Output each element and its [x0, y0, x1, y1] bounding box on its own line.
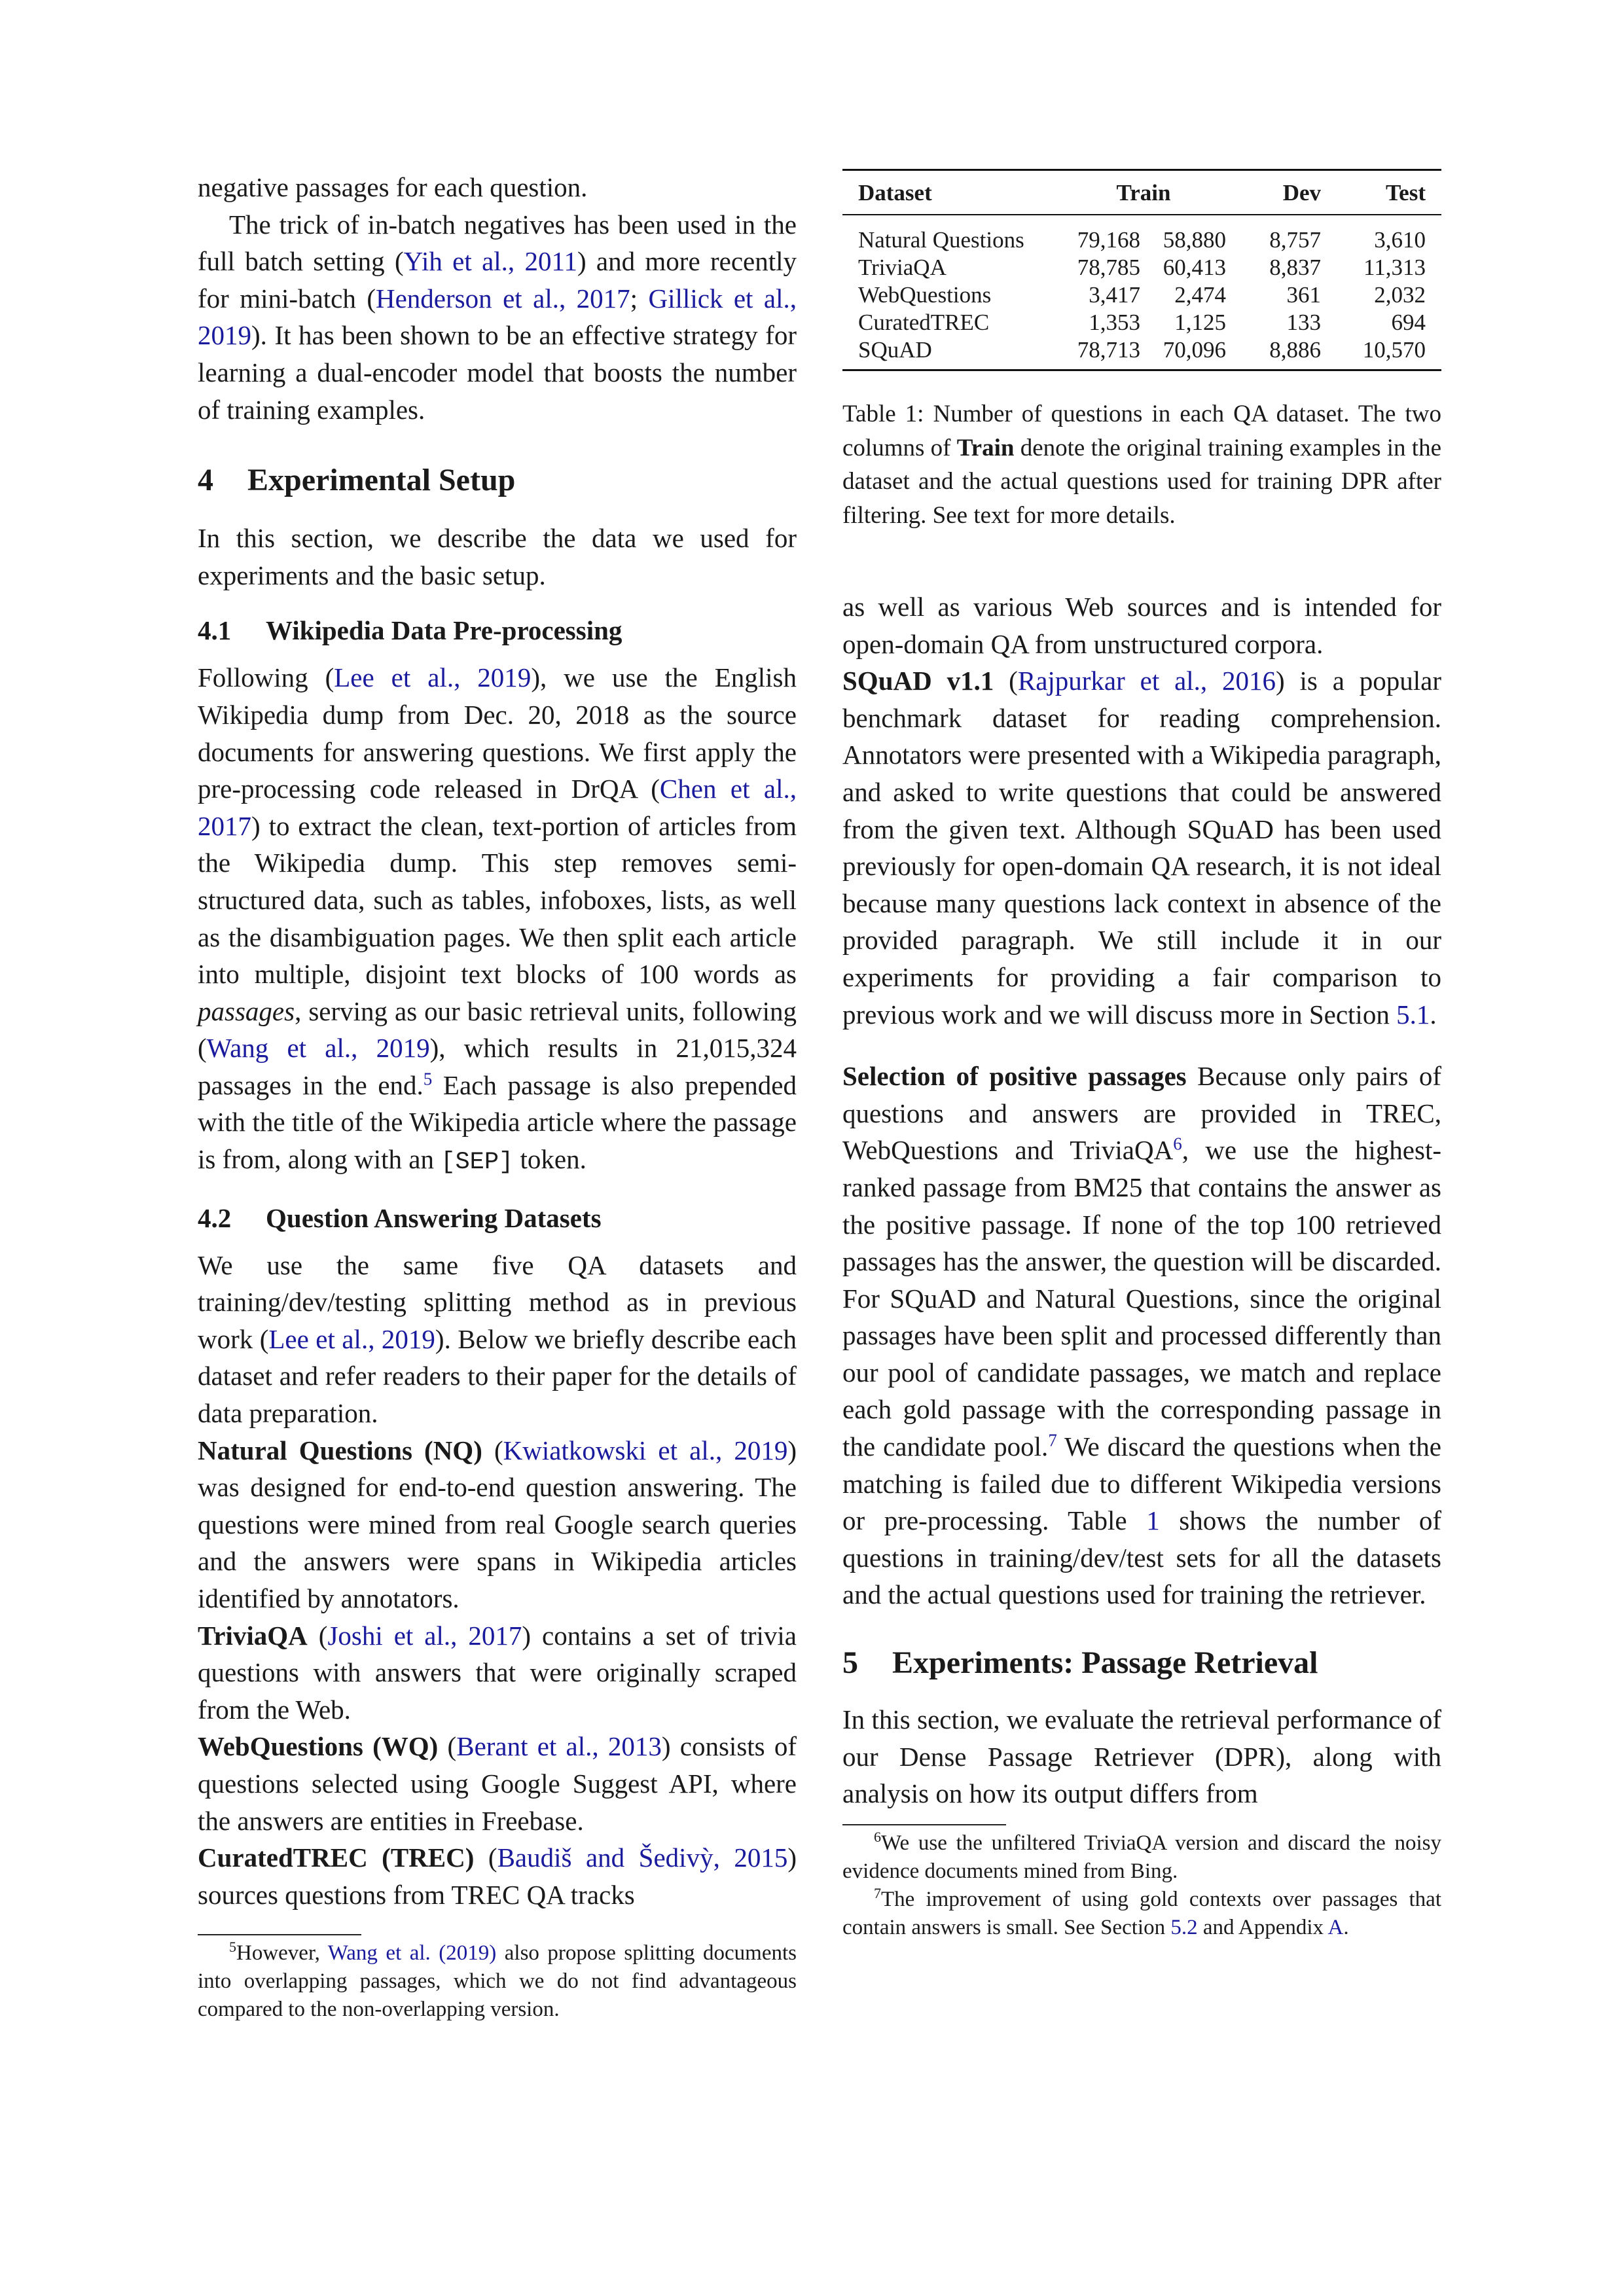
dataset-paragraph: [198, 1432, 797, 1617]
footnote-number: 6: [874, 1828, 881, 1845]
table-cell: SQuAD: [858, 337, 932, 363]
text: ). Below we briefly describe each dataset and refer readers to their paper for the details of data preparation.: [198, 1323, 797, 1429]
text: The improvement of using gold contexts over passages that contain answers is small. See Section: [842, 1887, 1441, 1939]
text: token.: [513, 1144, 586, 1175]
paragraph: [842, 1058, 1441, 1613]
table-cell: 11,313: [1363, 255, 1426, 280]
footnote-divider: [198, 1934, 361, 1935]
citation-link[interactable]: Yih et al., 2011: [403, 246, 577, 277]
section-heading: [198, 461, 797, 500]
table-cell: 10,570: [1362, 337, 1426, 363]
code-token: [SEP]: [441, 1149, 514, 1177]
paragraph-heading: Selection of positive passages: [842, 1061, 1187, 1092]
paragraph: [198, 169, 797, 206]
text: ) and more recently for mini-batch (: [198, 246, 797, 314]
text: (: [438, 1731, 457, 1762]
table-cell: 694: [1391, 310, 1426, 335]
text: ) is a popular benchmark dataset for reading comprehension. Annotators were presented with a Wikipedia paragraph, and asked to write questions that could be answered from the given text. Although SQuAD has been used previously for open-domain QA research, it is not ideal because many questions lack context in absence of the provided paragraph. We still include it in our experiments for providing a fair comparison to previous work and we will discuss more in Section: [842, 666, 1442, 1030]
text: shows the number of questions in training/dev/test sets for all the datasets and the actual questions used for training the retriever.: [842, 1505, 1441, 1610]
footnote-divider: [842, 1824, 1006, 1825]
dataset-paragraph: [198, 1617, 797, 1729]
section-heading: [842, 1643, 1441, 1683]
column-header: Dev: [1282, 180, 1321, 206]
paragraph: [198, 659, 797, 1181]
table-cell: 3,610: [1374, 227, 1426, 253]
paragraph: [842, 1701, 1441, 1812]
subsection-heading: [198, 612, 797, 649]
text: We use the unfiltered TriviaQA version and discard the noisy evidence documents mined from Bing.: [842, 1831, 1441, 1883]
text: The trick of in-batch negatives has been used in the full batch setting (: [198, 209, 797, 277]
section-number: 4: [198, 463, 213, 498]
dataset-paragraph: [198, 1728, 797, 1839]
citation-link[interactable]: Wang et al. (2019): [327, 1941, 497, 1965]
paragraph: [198, 206, 797, 429]
dataset-table: [842, 169, 1441, 371]
text: .: [1430, 999, 1437, 1030]
paragraph: [842, 588, 1441, 662]
table-cell: 2,032: [1374, 282, 1426, 308]
column-header: Train: [1116, 180, 1171, 206]
table-row: [842, 336, 1441, 370]
dataset-term: CuratedTREC (TREC): [198, 1842, 475, 1873]
dataset-term: TriviaQA: [198, 1620, 308, 1651]
emphasis: Train: [956, 434, 1015, 461]
table-cell: WebQuestions: [858, 282, 992, 308]
text: We discard the questions when the matching is failed due to different Wikipedia versions or pre-processing. Table: [842, 1431, 1441, 1536]
text: as well as various Web sources and is intended for open-domain QA from unstructured corpora.: [842, 592, 1441, 659]
subsection-title: Wikipedia Data Pre-processing: [266, 615, 623, 646]
text: , we use the highest-ranked passage from BM25 that contains the answer as the positive passage. If none of the top 100 retrieved passages has the answer, the question will be discarded. For SQuAD and Natural Questions, since the original passages have been split and processed differently than our pool of candidate passages, we match and replace each gold passage with the corresponding passage in the candidate pool.: [842, 1135, 1441, 1462]
text: ), we use the English Wikipedia dump from Dec. 20, 2018 as the source documents for answering questions. We first apply the pre-processing code released in DrQA (: [198, 662, 797, 804]
citation-link[interactable]: Wang et al., 2019: [206, 1033, 430, 1064]
column-header: Dataset: [858, 180, 932, 206]
text: , serving as our basic retrieval units, following (: [198, 996, 797, 1064]
table-row: [842, 254, 1441, 281]
table-link[interactable]: 1: [1146, 1505, 1160, 1536]
subsection-heading: [198, 1200, 797, 1236]
table-cell: 133: [1286, 310, 1321, 335]
footnote-mark[interactable]: 5: [423, 1069, 433, 1089]
text: negative passages for each question.: [198, 172, 588, 202]
text: denote the original training examples in the dataset and the actual questions used for training DPR after filtering. See text for more details.: [842, 434, 1442, 529]
text: ) consists of questions selected using Google Suggest API, where the answers are entities in Freebase.: [198, 1731, 797, 1836]
table-cell: 361: [1286, 282, 1321, 308]
footnote: [842, 1886, 1441, 1942]
table-caption: [842, 397, 1441, 532]
citation-link[interactable]: Kwiatkowski et al., 2019: [503, 1435, 788, 1465]
paragraph: [198, 520, 797, 594]
text: ;: [630, 283, 649, 314]
appendix-link[interactable]: A: [1327, 1915, 1344, 1939]
table-cell: TriviaQA: [858, 255, 947, 280]
text: ). It has been shown to be an effective strategy for learning a dual-encoder model that boosts the number of training examples.: [198, 320, 797, 425]
subsection-title: Question Answering Datasets: [266, 1202, 602, 1233]
table-cell: 1,125: [1174, 310, 1226, 335]
table-row: [842, 309, 1441, 336]
table-header-row: [842, 170, 1441, 215]
section-title: Experimental Setup: [247, 463, 516, 498]
table-cell: 60,413: [1163, 255, 1226, 280]
section-link[interactable]: 5.2: [1170, 1915, 1198, 1939]
text: In this section, we describe the data we used for experiments and the basic setup.: [198, 523, 797, 590]
text: and Appendix: [1197, 1915, 1328, 1939]
left-column: [198, 169, 797, 2024]
table-cell: 1,353: [1089, 310, 1140, 335]
text: (: [482, 1435, 503, 1465]
text: (: [994, 666, 1018, 696]
text: .: [1343, 1915, 1349, 1939]
subsection-number: 4.1: [198, 615, 232, 646]
table-cell: Natural Questions: [858, 227, 1024, 253]
table-cell: 79,168: [1077, 227, 1140, 253]
table-cell: 78,713: [1077, 337, 1140, 363]
dataset-term: Natural Questions (NQ): [198, 1435, 482, 1465]
text: Each passage is also prepended with the title of the Wikipedia article where the passage is from, along with an: [198, 1069, 797, 1175]
table-cell: 3,417: [1089, 282, 1140, 308]
text: ), which results in 21,015,324 passages in the end.: [198, 1033, 797, 1100]
text: Table 1: Number of questions in each QA dataset. The two columns of: [842, 401, 1441, 461]
table-row: [842, 226, 1441, 254]
text: Following (: [198, 662, 334, 693]
citation-link[interactable]: Chen et al., 2017: [198, 774, 797, 841]
section-link[interactable]: 5.1: [1396, 999, 1430, 1030]
table-cell: 70,096: [1163, 337, 1226, 363]
emphasis: passages: [198, 996, 295, 1026]
footnote-number: 7: [874, 1884, 881, 1901]
dataset-term: SQuAD v1.1: [842, 666, 994, 696]
subsection-number: 4.2: [198, 1202, 232, 1233]
footnote-mark[interactable]: 7: [1048, 1430, 1057, 1450]
citation-link[interactable]: Rajpurkar et al., 2016: [1017, 666, 1276, 696]
citation-link[interactable]: Berant et al., 2013: [456, 1731, 662, 1762]
table-cell: CuratedTREC: [858, 310, 990, 335]
text: Because only pairs of questions and answers are provided in TREC, WebQuestions and TriviaQA: [842, 1061, 1441, 1166]
citation-link[interactable]: Lee et al., 2019: [334, 662, 532, 693]
dataset-paragraph: [842, 662, 1441, 1033]
table-row: [842, 281, 1441, 309]
text: ) sources questions from TREC QA tracks: [198, 1842, 797, 1910]
text: We use the same five QA datasets and training/dev/testing splitting method as in previous work (: [198, 1249, 797, 1354]
dataset-term: WebQuestions (WQ): [198, 1731, 439, 1762]
table-cell: 78,785: [1077, 255, 1140, 280]
table-cell: 8,757: [1269, 227, 1321, 253]
text: In this section, we evaluate the retrieval performance of our Dense Passage Retriever (DPR), along with analysis on how its output differs from: [842, 1704, 1441, 1809]
right-column: [842, 169, 1441, 1942]
citation-link[interactable]: Henderson et al., 2017: [376, 283, 630, 314]
text: (: [474, 1842, 497, 1873]
text: also propose splitting documents into overlapping passages, which we do not find advantageous compared to the non-overlapping version.: [198, 1941, 797, 2022]
citation-link[interactable]: Gillick et al., 2019: [198, 283, 797, 351]
paragraph: [198, 1247, 797, 1432]
footnote: [198, 1939, 797, 2024]
column-header: Test: [1386, 180, 1426, 206]
dataset-paragraph: [198, 1839, 797, 1913]
citation-link[interactable]: Lee et al., 2019: [268, 1323, 435, 1354]
citation-link[interactable]: Joshi et al., 2017: [327, 1620, 522, 1651]
footnote: [842, 1829, 1441, 1886]
footnote-mark[interactable]: 6: [1173, 1134, 1182, 1154]
section-title: Experiments: Passage Retrieval: [892, 1645, 1318, 1681]
text: ) contains a set of trivia questions with answers that were originally scraped from the Web.: [198, 1620, 797, 1725]
text: However,: [236, 1941, 328, 1965]
text: ) to extract the clean, text-portion of articles from the Wikipedia dump. This step removes semi-structured data, such as tables, infoboxes, lists, as well as the disambiguation pages. We then split each article into multiple, disjoint text blocks of 100 words as: [198, 810, 797, 990]
table-cell: 58,880: [1163, 227, 1226, 253]
footnote-number: 5: [229, 1939, 236, 1956]
table-cell: 8,837: [1269, 255, 1321, 280]
table-cell: 2,474: [1174, 282, 1226, 308]
citation-link[interactable]: Baudiš and Šedivỳ, 2015: [497, 1842, 788, 1873]
table-cell: 8,886: [1269, 337, 1321, 363]
text: (: [307, 1620, 328, 1651]
text: ) was designed for end-to-end question answering. The questions were mined from real Google search queries and the answers were spans in Wikipedia articles identified by annotators.: [198, 1435, 797, 1613]
section-number: 5: [842, 1645, 858, 1681]
